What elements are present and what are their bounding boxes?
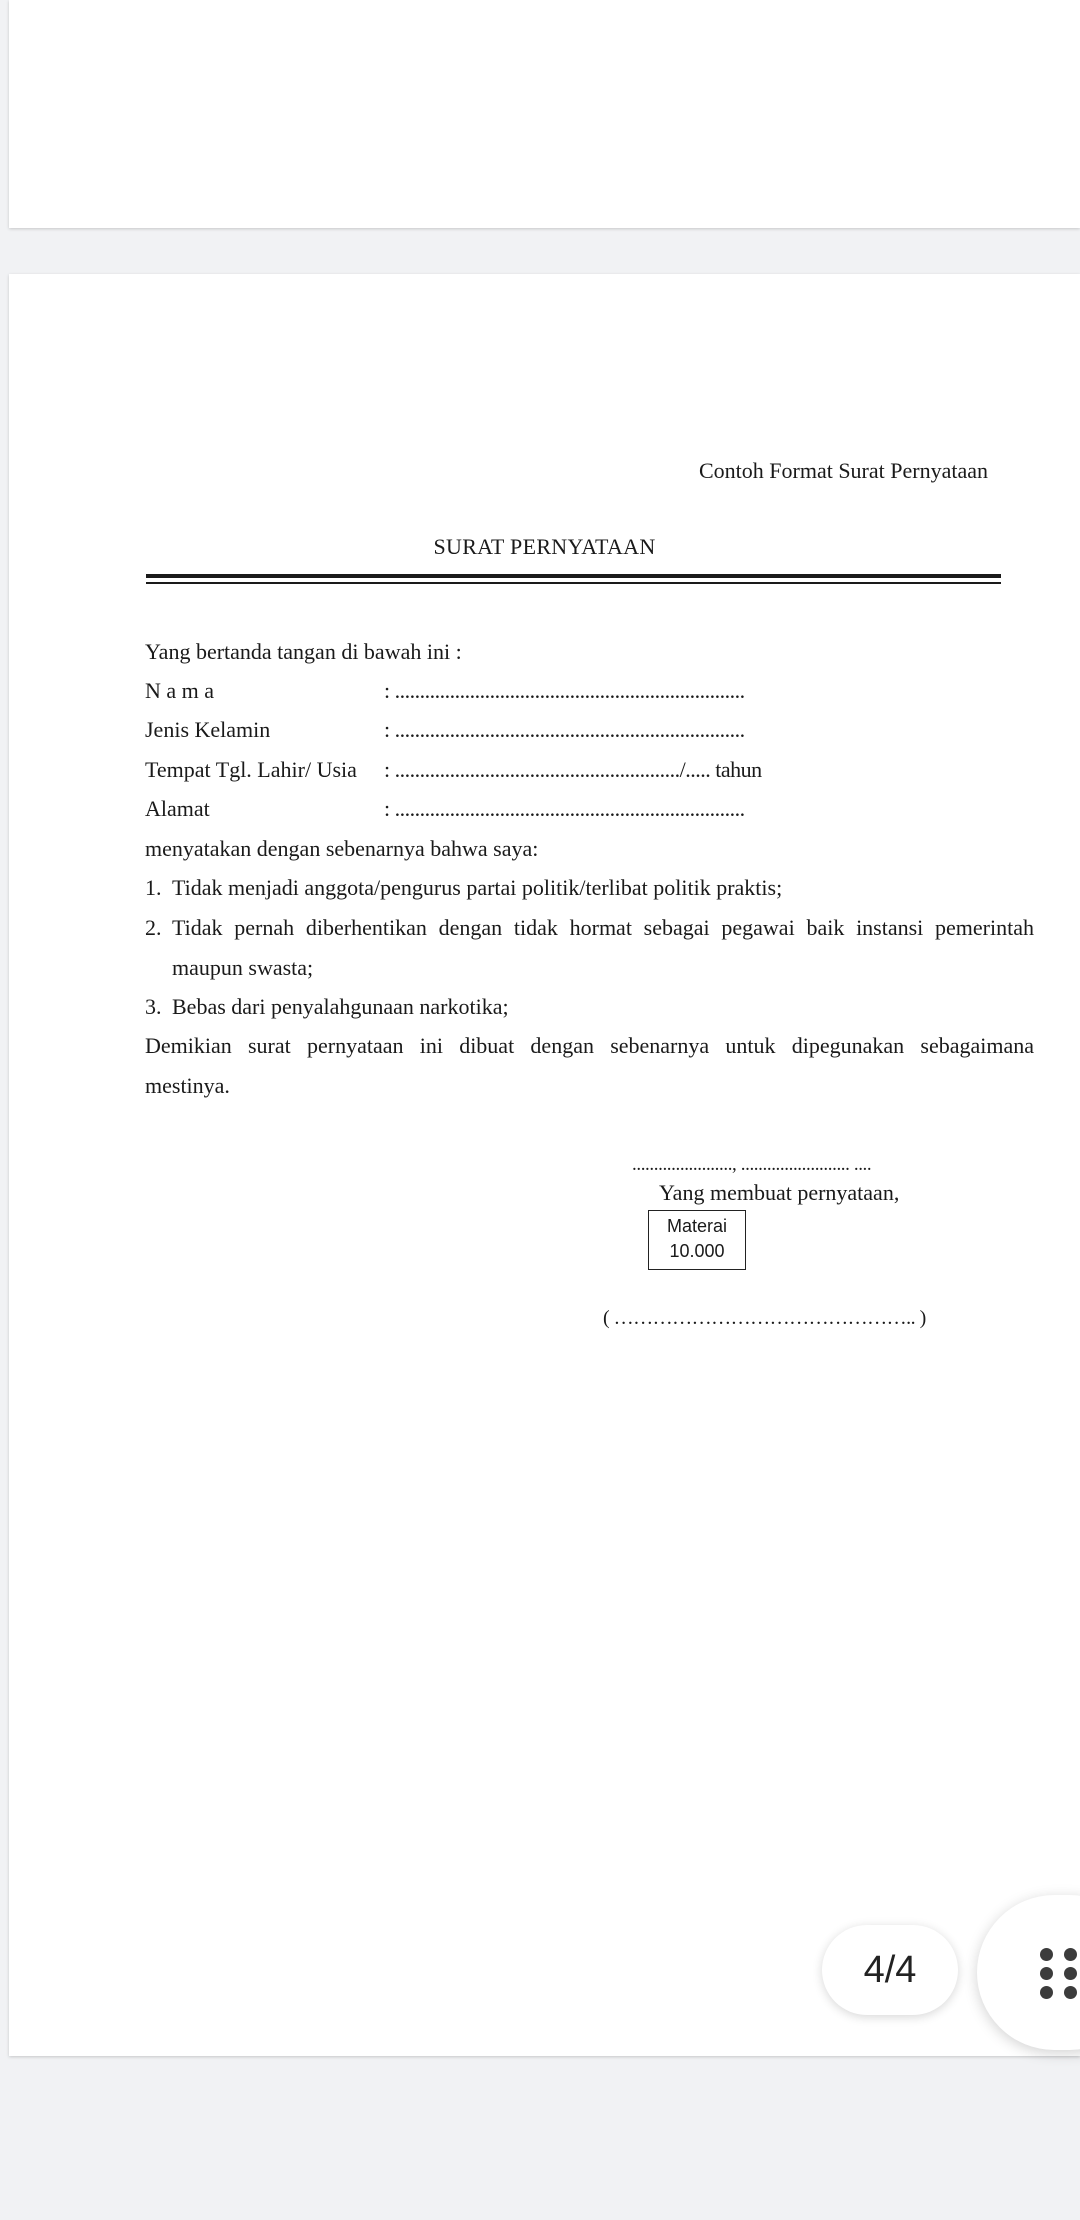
signature-caption: Yang membuat pernyataan, — [659, 1180, 900, 1205]
document-page — [9, 274, 1080, 2056]
stamp-box — [648, 1210, 746, 1270]
list-item-text: Tidak menjadi anggota/pengurus partai politik/terlibat politik praktis; — [172, 875, 783, 900]
list-item-number: 3. — [145, 994, 162, 1019]
closing-line: Demikian surat pernyataan ini dibuat dengan sebenarnya untuk dipegunakan sebagaimana — [145, 1033, 1034, 1058]
declaration-line: menyatakan dengan sebenarnya bahwa saya: — [145, 836, 539, 861]
field-value-tempat-tgl-lahir: : ........................................................./..... tahun — [384, 757, 762, 782]
document-title: SURAT PERNYATAAN — [433, 534, 656, 559]
list-item-number: 2. — [145, 915, 162, 940]
list-item-text: Tidak pernah diberhentikan dengan tidak hormat sebagai pegawai baik instansi pemerintah — [172, 915, 1034, 940]
title-rule-thick — [146, 574, 1001, 578]
signature-date-line: ......................., ......................... .... — [632, 1154, 872, 1175]
list-item-text-continued: maupun swasta; — [172, 955, 314, 980]
intro-line: Yang bertanda tangan di bawah ini : — [145, 639, 462, 664]
title-rule-thin — [146, 582, 1001, 584]
field-label-tempat-tgl-lahir: Tempat Tgl. Lahir/ Usia — [145, 757, 357, 782]
previous-page — [9, 0, 1080, 228]
page-indicator[interactable]: 4/4 — [822, 1925, 958, 2015]
stamp-label: Materai — [666, 1216, 728, 1236]
field-label-jenis-kelamin: Jenis Kelamin — [145, 717, 271, 742]
field-label-alamat: Alamat — [145, 796, 210, 821]
corner-caption: Contoh Format Surat Pernyataan — [698, 458, 988, 483]
field-value-jenis-kelamin: : ...................................................................... — [384, 717, 745, 742]
field-value-nama: : ...................................................................... — [384, 678, 745, 703]
list-item-text: Bebas dari penyalahgunaan narkotika; — [172, 994, 509, 1019]
grid-dots-icon — [1040, 1948, 1080, 2000]
stamp-value: 10.000 — [669, 1241, 725, 1261]
field-value-alamat: : ...................................................................... — [384, 796, 745, 821]
signature-name-line: ( ……………………………………….. ) — [603, 1307, 926, 1329]
field-label-nama: N a m a — [145, 678, 215, 703]
list-item-number: 1. — [145, 875, 162, 900]
closing-line-continued: mestinya. — [145, 1073, 230, 1098]
